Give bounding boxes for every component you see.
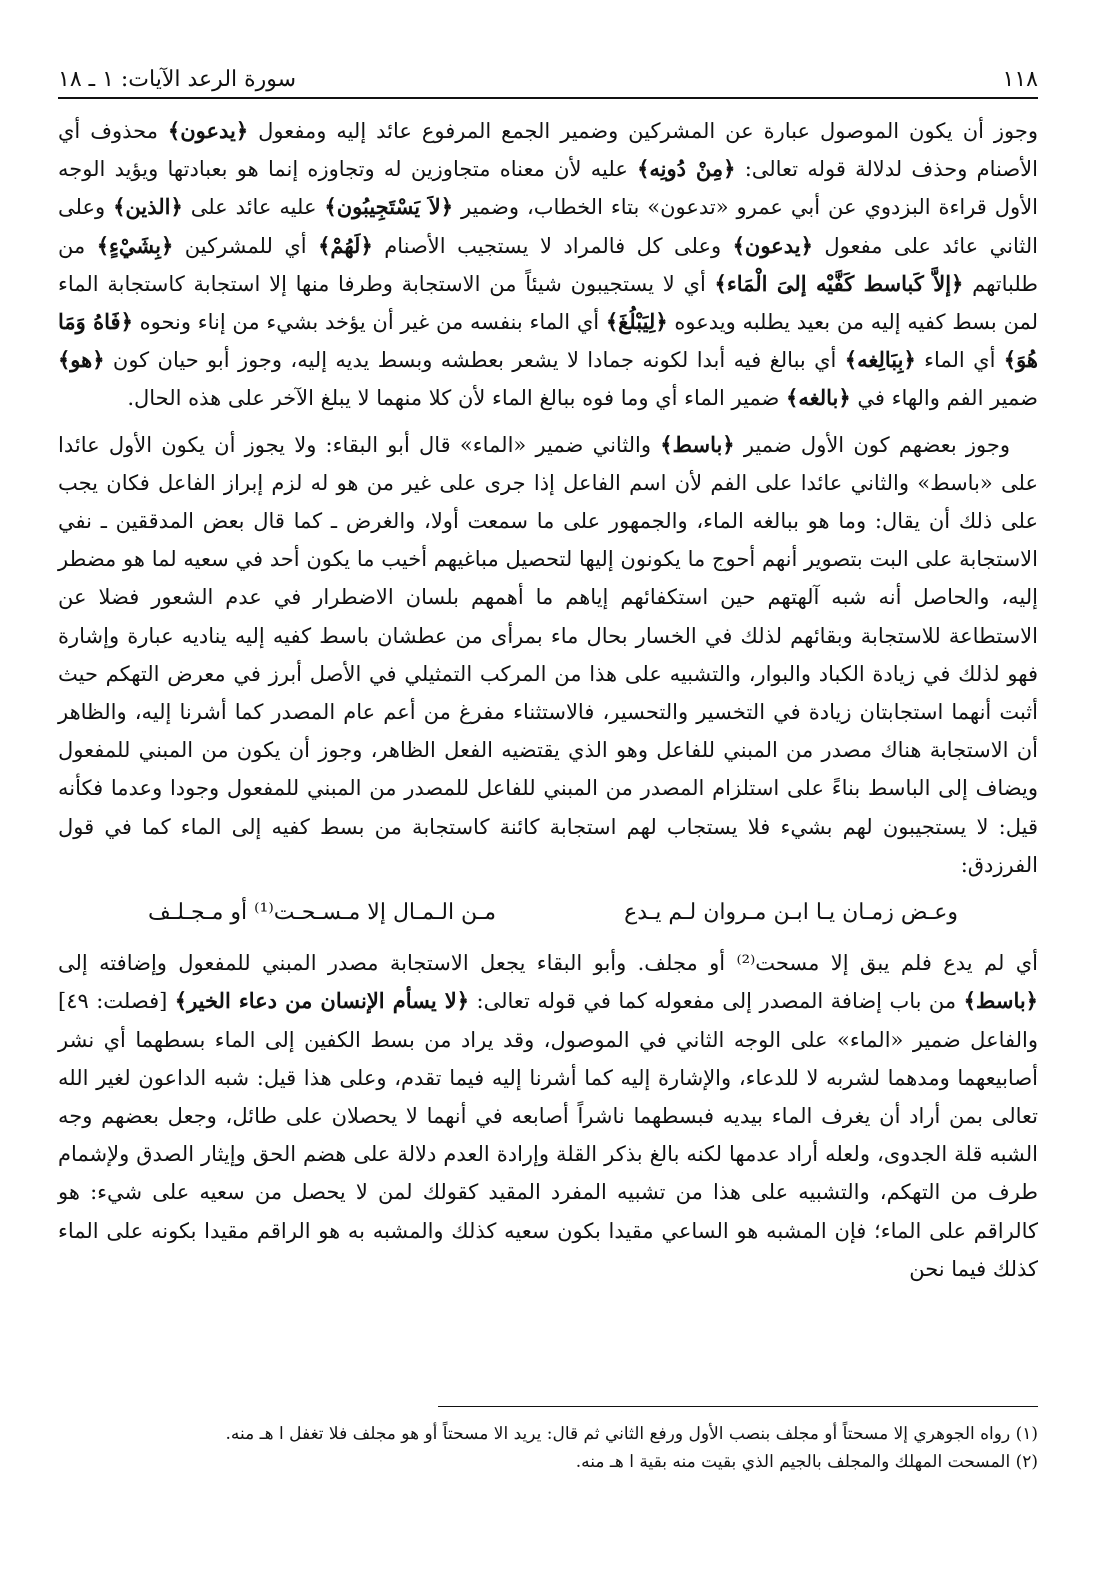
quran-quote: ﴿هو﴾ [58, 347, 105, 373]
quran-quote: ﴿يدعون﴾ [167, 118, 249, 143]
footnotes [58, 1420, 1038, 1476]
quran-quote: ﴿باسط﴾ [660, 431, 735, 457]
quran-quote: ﴿بالغه﴾ [786, 385, 851, 411]
quran-quote: ﴿لَهُمْ﴾ [318, 232, 373, 258]
text-run: وعلى الثاني عائد على مفعول [58, 195, 1038, 258]
poetry-verse [58, 894, 1038, 932]
text-run: [فصلت: ٤٩] والفاعل ضمير «الماء» على الوجه الثاني في الموصول، وقد يراد من بسط الكفين إلى الماء بسطهما أي نشر أصابيعهما ومدهما لشربه لا للدعاء، والإشارة إليه كما أشرنا إليه فيما تقدم، وعلى هذا قيل: شبه الداعون لغير الله تعالى بمن أراد أن يغرف الماء بيديه فبسطهما ناشراً أصابعه في أنهما لا يحصلان على طائل، وجعل بعضهم وجه الشبه قلة الجدوى، ولعله أراد عدمها لكنه بالغ بذكر القلة وإرادة العدم دلالة على هضم الحق وإيثار الصدق ولإشمام طرف من التهكم، والتشبيه على هذا من تشبيه المفرد المقيد كقولك لمن لا يحصل من سعيه على شيء: هو كالراقم على الماء؛ فإن المشبه هو الساعي مقيدا بكون سعيه كذلك والمشبه به هو الراقم مقيدا بكونه على الماء كذلك فيما نحن [58, 989, 1038, 1281]
quran-quote: ﴿لاَ يَسْتَجِيبُون﴾ [324, 194, 454, 220]
text-run: أي لم يدع فلم يبق إلا مسحت⁽²⁾ أو مجلف. وأبو البقاء يجعل الاستجابة مصدر المبني للمفعول وإضافته إلى [58, 951, 1038, 976]
quran-quote: ﴿باسط﴾ [963, 988, 1038, 1014]
header-rule [58, 97, 1038, 99]
page-number: ١١٨ [1002, 67, 1038, 92]
text-run: وجوز أن يكون الموصول عبارة عن المشركين وضمير الجمع المرفوع عائد إليه ومفعول [248, 119, 1039, 143]
paragraph-2 [58, 426, 1038, 884]
running-title: سورة الرعد الآيات: ١ ـ ١٨ [58, 67, 297, 92]
text-run: عليه عائد على [182, 195, 325, 220]
text-run: من باب إضافة المصدر إلى مفعوله كما في قوله تعالى: [469, 989, 964, 1014]
quran-quote: ﴿يدعون﴾ [732, 232, 813, 258]
quran-quote: ﴿لِيَبْلُغَ﴾ [605, 309, 668, 335]
text-run: من طلباتهم [58, 233, 1038, 296]
text-run: أي للمشركين [173, 233, 319, 258]
running-header [58, 62, 1038, 92]
body-text [58, 112, 1038, 1296]
text-run: أي الماء بنفسه من غير أن يؤخد بشيء من إناء ونحوه [132, 310, 606, 335]
quran-quote: ﴿لا يسأم الإنسان من دعاء الخير﴾ [174, 988, 470, 1014]
text-run: أي لا يستجيبون شيئاً من الاستجابة وطرفا منها إلا استجابة كاستجابة الماء لمن بسط كفيه إليه من بعيد يطلبه ويدعوه [58, 271, 1038, 335]
verse-first-hemistich: وعـض زمـان يـا ابـن مـروان لـم يـدع [624, 900, 958, 926]
paragraph-1 [58, 112, 1038, 418]
quran-quote: ﴿بِشَيْءٍ﴾ [96, 232, 174, 258]
footnote-2: (٢) المسحت المهلك والمجلف بالجيم الذي بقيت منه بقية ا هـ منه. [575, 1452, 1038, 1472]
text-run: ضمير الماء أي وما فوه ببالغ الماء لأن كلا منهما لا يبلغ الآخر على هذه الحال. [127, 386, 787, 411]
text-run: وجوز بعضهم كون الأول ضمير [734, 432, 1010, 457]
quran-quote: ﴿مِنْ دُونِه﴾ [637, 156, 736, 182]
quran-quote: ﴿فَاهُ وَمَا هُوَ﴾ [58, 309, 1038, 373]
quran-quote: ﴿الذين﴾ [113, 194, 183, 220]
quran-quote: ﴿إلاَّ كَباسط كَفَّيْه إلىَ الْمَاء﴾ [714, 270, 964, 296]
text-run: أي الماء [915, 348, 1004, 373]
paragraph-3 [58, 944, 1038, 1288]
text-run: والثاني ضمير «الماء» قال أبو البقاء: ولا يجوز أن يكون الأول عائدا على «باسط» والثاني عائدا على الفم لأن اسم الفاعل إذا جرى على غير من هو له لزم إبراز الفاعل فكان يجب على ذلك أن يقال: وما هو ببالغه الماء، والجمهور على ما سمعت أولا، والغرض ـ كما قال بعض المدققين ـ نفي الاستجابة على البت بتصوير أنهم أحوج ما يكونون إليها لتحصيل مباغيهم أخيب ما يكون أحد في سعيه لما هو مضطر إليه، والحاصل أنه شبه آلهتهم حين استكفائهم إياهم ما أهمهم بلسان الاضطرار في عدم الشعور فضلا عن الاستطاعة للاستجابة وبقائهم لذلك في الخسار بحال ماء بمرأى من عطشان باسط كفيه إليه يناديه عبارة وإشارة فهو لذلك في زيادة الكباد والبوار، والتشبيه على هذا من المركب التمثيلي في الأصل أبرز في معرض التهكم حيث أثبت أنهما استجابتان زيادة في التخسير والتحسير، فالاستثناء مفرغ من أعم عام المصدر كما أشرنا إليه، والظاهر أن الاستجابة هناك مصدر من المبني للفاعل وهو الذي يقتضيه الفعل الظاهر، وجوز أن يكون من المبني للمفعول ويضاف إلى الباسط بناءً على استلزام المصدر من المبني للفاعل للمصدر من المبني للمفعول وجودا وعدما فكأنه قيل: لا يستجيبون لهم بشيء فلا يستجاب لهم استجابة كائنة كاستجابة من بسط كفيه إلى الماء كما في قول الفرزدق: [58, 432, 1038, 877]
text-run: وعلى كل فالمراد لا يستجيب الأصنام [372, 233, 733, 258]
text-run: أي ببالغ فيه أبدا لكونه جمادا لا يشعر بعطشه وبسط يديه إليه، وجوز أبو حيان كون [104, 348, 845, 373]
text-run: محذوف أي الأصنام وحذف لدلالة قوله تعالى: [58, 119, 1038, 182]
quran-quote: ﴿بِبَالِغه﴾ [844, 347, 916, 373]
footnote-1: (١) رواه الجوهري إلا مسحتاً أو مجلف بنصب الأول ورفع الثاني ثم قال: يريد الا مسحتاً أو هو مجلف فلا تغفل ا هـ منه. [225, 1424, 1038, 1444]
footnote-rule [438, 1406, 1038, 1407]
text-run: ضمير الفم والهاء في [850, 386, 1038, 411]
text-run: عليه لأن معناه متجاوزين له وتجاوزه إنما هو بعبادتها ويؤيد الوجه الأول قراءة البزدوي عن أبي عمرو «تدعون» بتاء الخطاب، وضمير [58, 157, 1039, 220]
verse-second-hemistich: مـن الـمـال إلا مـسـحـت⁽¹⁾ أو مـجـلـف [148, 900, 497, 926]
